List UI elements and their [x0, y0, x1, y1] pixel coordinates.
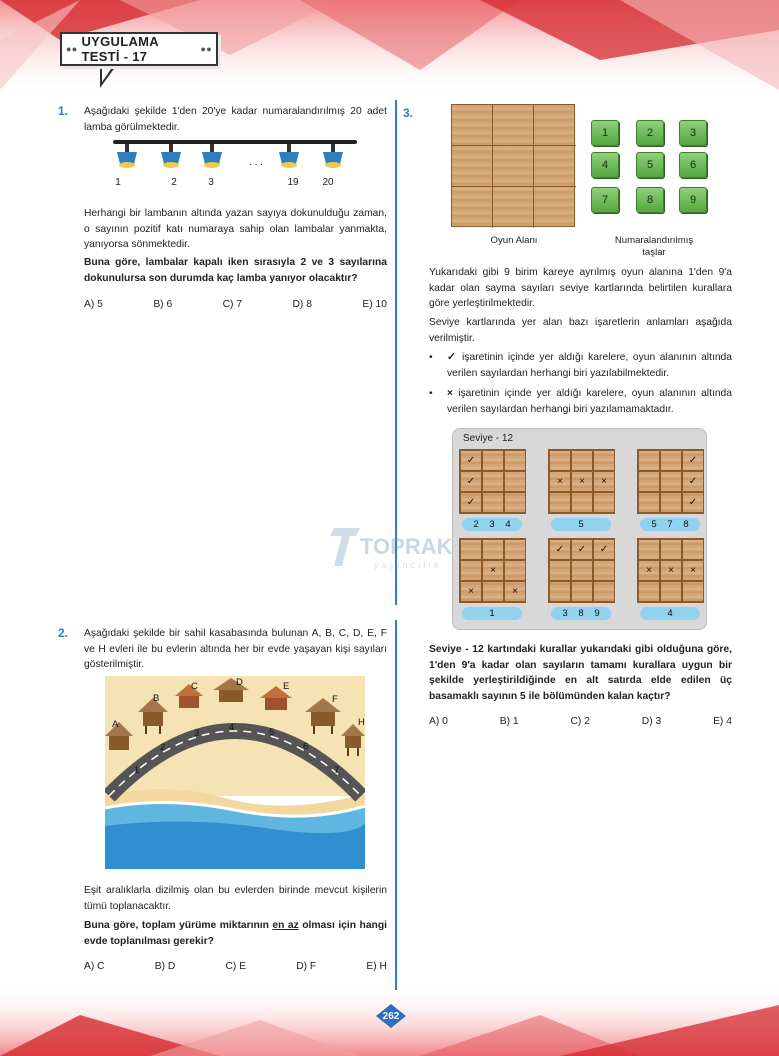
level-grid-2-cell	[549, 450, 571, 471]
q3-option-b[interactable]: B) 1	[499, 716, 519, 727]
level-grid-5-cell	[549, 560, 571, 581]
level-grid-2-cell	[571, 450, 593, 471]
level-grid-number: 3	[562, 608, 568, 619]
q1-number: 1.	[58, 104, 69, 118]
title-dots-left: ●●	[66, 44, 78, 54]
level-grid-number: 4	[505, 519, 511, 530]
title-tail-inner	[102, 66, 113, 82]
level-grid-1-cell: ✓	[460, 492, 482, 513]
level-grid-6-cell: ×	[638, 560, 660, 581]
bullet-2	[447, 386, 732, 417]
level-grid-2-cell: ×	[549, 471, 571, 492]
level-grid-1	[459, 449, 526, 514]
level-grid-3	[637, 449, 704, 514]
level-grid-4-cell: ×	[504, 581, 526, 602]
q3-number: 3.	[403, 106, 414, 120]
q2-option-e[interactable]: E) H	[366, 961, 387, 972]
level-grid-4-cell: ×	[460, 581, 482, 602]
lamp-ellipsis: . . .	[249, 157, 263, 168]
level-grid-1-cell	[482, 471, 504, 492]
level-grid-6-cell	[638, 581, 660, 602]
level-grid-2-cell: ×	[571, 471, 593, 492]
level-grid-6-cell	[682, 539, 704, 560]
level-grid-6-numbers	[640, 607, 700, 620]
q2-question-underlined: en az	[272, 920, 299, 931]
bullet-1-dot: •	[429, 352, 433, 363]
q2-body: Eşit aralıklarla dizilmiş olan bu evlerden birinde mevcut kişilerin tümü toplanacaktır.	[84, 885, 387, 912]
level-grid-number: 2	[473, 519, 479, 530]
level-grid-5-cell	[571, 560, 593, 581]
level-grid-4-cell	[504, 539, 526, 560]
level-grid-1-cell	[504, 450, 526, 471]
level-grid-3-cell	[660, 450, 682, 471]
cross-icon: ×	[447, 388, 454, 399]
level-grid-1-cell	[482, 492, 504, 513]
level-grid-3-cell	[660, 492, 682, 513]
level-grid-2-cell	[593, 492, 615, 513]
level-grid-5-numbers	[551, 607, 611, 620]
level-grid-3-cell	[638, 492, 660, 513]
q3-option-c[interactable]: C) 2	[570, 716, 590, 727]
level-grid-5-cell: ✓	[549, 539, 571, 560]
lamp-label-20: 20	[322, 177, 334, 188]
stone-4: 4	[591, 152, 619, 178]
stone-3: 3	[679, 120, 707, 146]
q1-question: Buna göre, lambalar kapalı iken sırasıyla 2 ve 3 sayılarına dokunulursa son durumda kaç lamba yanıyor olacaktır?	[84, 257, 387, 284]
q3-option-d[interactable]: D) 3	[641, 716, 662, 727]
level-grid-number: 5	[651, 519, 657, 530]
publisher-watermark	[330, 520, 460, 580]
level-grid-3-cell	[660, 471, 682, 492]
level-grid-4-cell: ×	[482, 560, 504, 581]
level-grid-6-cell: ×	[682, 560, 704, 581]
level-grid-2-cell	[549, 492, 571, 513]
q1-option-a[interactable]: A) 5	[84, 299, 103, 310]
q1-option-e[interactable]: E) 10	[362, 299, 387, 310]
level-grid-2-cell	[593, 450, 615, 471]
level-grid-5-cell	[549, 581, 571, 602]
q3-option-e[interactable]: E) 4	[713, 716, 732, 727]
bullet-1-text: işaretinin içinde yer aldığı karelere, oyun alanının altında verilen sayılardan herhangi biri yazılabilmektedir.	[447, 352, 732, 379]
caption-stones: Numaralandırılmış taşlar	[614, 235, 694, 258]
house-count-d: 4	[229, 722, 235, 733]
q3-question: Seviye - 12 kartındaki kurallar yukarıdaki gibi olduğuna göre, 1'den 9'a kadar olan sayıların tamamı kurallara uygun bir şekilde yerleştirildiğinde en alt satırda elde edilen üç basamaklı sayının 5 ile bölümünden kalan kaçtır?	[429, 644, 732, 702]
lamp-label-19: 19	[287, 177, 299, 188]
level-grid-1-cell	[504, 471, 526, 492]
level-grid-3-cell: ✓	[682, 450, 704, 471]
house-count-e: 5	[269, 727, 275, 738]
caption-board: Oyun Alanı	[490, 235, 538, 246]
house-label-c: C	[191, 681, 198, 692]
house-label-b: B	[153, 693, 160, 704]
q1-option-d[interactable]: D) 8	[292, 299, 312, 310]
level-grid-6-cell	[638, 539, 660, 560]
stone-1: 1	[591, 120, 619, 146]
level-grid-4	[459, 538, 526, 603]
level-grid-3-cell: ✓	[682, 471, 704, 492]
level-grid-4-cell	[504, 560, 526, 581]
house-label-e: E	[283, 681, 290, 692]
lamp-19-icon	[279, 144, 299, 168]
lamp-label-1: 1	[115, 177, 121, 188]
numbered-stones	[591, 120, 716, 220]
house-label-a: A	[112, 719, 119, 730]
level-grid-3-numbers	[640, 518, 700, 531]
level-grid-4-cell	[460, 560, 482, 581]
q2-question-pre: Buna göre, toplam yürüme miktarının	[84, 920, 273, 931]
level-grid-number: 5	[578, 519, 584, 530]
bullet-2-dot: •	[429, 388, 433, 399]
level-grid-1-cell	[504, 492, 526, 513]
q1-option-c[interactable]: C) 7	[222, 299, 243, 310]
level-grid-4-cell	[482, 539, 504, 560]
stone-9: 9	[679, 187, 707, 213]
level-grid-3-cell: ✓	[682, 492, 704, 513]
game-board	[451, 104, 575, 227]
level-grid-number: 9	[594, 608, 600, 619]
house-label-h: H	[358, 717, 365, 728]
stone-6: 6	[679, 152, 707, 178]
column-divider-bottom	[395, 620, 397, 990]
q3-option-a[interactable]: A) 0	[429, 716, 448, 727]
stone-8: 8	[636, 187, 664, 213]
level-card	[452, 428, 707, 630]
lamp-1-icon	[117, 144, 137, 168]
q2-option-c[interactable]: C) E	[225, 961, 247, 972]
level-grid-2-cell: ×	[593, 471, 615, 492]
level-grid-1-numbers	[462, 518, 522, 531]
q2-option-b[interactable]: B) D	[154, 961, 176, 972]
level-grid-6-cell	[660, 581, 682, 602]
level-grid-2-cell	[571, 492, 593, 513]
level-grid-4-cell	[460, 539, 482, 560]
lamp-rail-figure	[105, 138, 365, 178]
q2-option-a[interactable]: A) C	[84, 961, 105, 972]
level-grid-4-cell	[482, 581, 504, 602]
level-grid-1-cell	[482, 450, 504, 471]
level-grid-6-cell: ×	[660, 560, 682, 581]
level-grid-5-cell: ✓	[593, 539, 615, 560]
level-grid-number: 7	[667, 519, 673, 530]
q2-option-d[interactable]: D) F	[296, 961, 317, 972]
level-grid-number: 1	[489, 608, 495, 619]
level-grid-6-cell	[682, 581, 704, 602]
q2-question-post: olması için hangi evde toplanılması gerekir?	[84, 920, 387, 947]
level-grid-5	[548, 538, 615, 603]
house-count-b: 2	[160, 742, 166, 753]
check-icon: ✓	[447, 352, 458, 363]
q2-number: 2.	[58, 626, 69, 640]
stone-2: 2	[636, 120, 664, 146]
level-grid-2-numbers	[551, 518, 611, 531]
level-grid-5-cell: ✓	[571, 539, 593, 560]
level-grid-5-cell	[593, 560, 615, 581]
q1-option-b[interactable]: B) 6	[153, 299, 173, 310]
level-grid-4-numbers	[462, 607, 522, 620]
beach-town-figure	[105, 676, 365, 869]
level-grid-number: 3	[489, 519, 495, 530]
house-count-f: 6	[303, 741, 309, 752]
level-grid-5-cell	[593, 581, 615, 602]
level-grid-6-cell	[660, 539, 682, 560]
bullet-1	[447, 350, 732, 381]
house-count-a: 1	[134, 765, 140, 776]
level-title: Seviye - 12	[463, 433, 514, 444]
house-count-c: 3	[194, 728, 200, 739]
level-grid-number: 8	[683, 519, 689, 530]
q3-para1: Yukarıdaki gibi 9 birim kareye ayrılmış oyun alanına 1'den 9'a kadar olan sayma sayıları seviye kartlarında belirtilen kurallara göre yerleştirilmektedir.	[429, 267, 732, 310]
bullet-2-text: işaretinin içinde yer aldığı karelere, oyun alanının altında verilen sayılardan herhangi biri yazılamamaktadır.	[447, 388, 732, 415]
level-grid-1-cell: ✓	[460, 450, 482, 471]
q3-para2: Seviye kartlarında yer alan bazı işaretlerin anlamları aşağıda verilmiştir.	[429, 317, 732, 344]
lamp-3-icon	[202, 144, 222, 168]
house-count-h: 7	[334, 765, 340, 776]
lamp-2-icon	[161, 144, 181, 168]
stone-7: 7	[591, 187, 619, 213]
title-dots-right: ●●	[200, 44, 212, 54]
stone-5: 5	[636, 152, 664, 178]
level-grid-3-cell	[638, 450, 660, 471]
lamp-label-2: 2	[171, 177, 177, 188]
watermark-brand: TOPRAK	[360, 534, 453, 559]
level-grid-number: 4	[667, 608, 673, 619]
house-label-d: D	[236, 677, 243, 688]
q1-options	[84, 299, 387, 310]
test-title: UYGULAMA TESTİ - 17	[81, 34, 159, 64]
level-grid-1-cell: ✓	[460, 471, 482, 492]
q2-intro: Aşağıdaki şekilde bir sahil kasabasında bulunan A, B, C, D, E, F ve H evleri ile bu evlerin altında her bir evde yaşayan kişi sayıları gösterilmiştir.	[84, 628, 387, 671]
q1-intro: Aşağıdaki şekilde 1'den 20'ye kadar numaralandırılmış 20 adet lamba görülmektedir.	[84, 106, 387, 133]
level-grid-6	[637, 538, 704, 603]
lamp-20-icon	[323, 144, 343, 168]
q2-options	[84, 961, 387, 972]
level-grid-5-cell	[571, 581, 593, 602]
lamp-label-3: 3	[208, 177, 214, 188]
watermark-sub: yayıncılık	[374, 560, 442, 570]
q2-question	[84, 918, 387, 949]
level-grid-number: 8	[578, 608, 584, 619]
q1-body: Herhangi bir lambanın altında yazan sayıya dokunulduğu zaman, o sayının pozitif katı numaraya sahip olan lambalar yanmakta, yanıyorsa sönmektedir.	[84, 208, 387, 251]
page-number: 262	[382, 1010, 400, 1022]
level-grid-2	[548, 449, 615, 514]
q3-options	[429, 716, 732, 727]
level-grid-3-cell	[638, 471, 660, 492]
test-title-box	[60, 32, 218, 66]
house-label-f: F	[332, 694, 338, 705]
